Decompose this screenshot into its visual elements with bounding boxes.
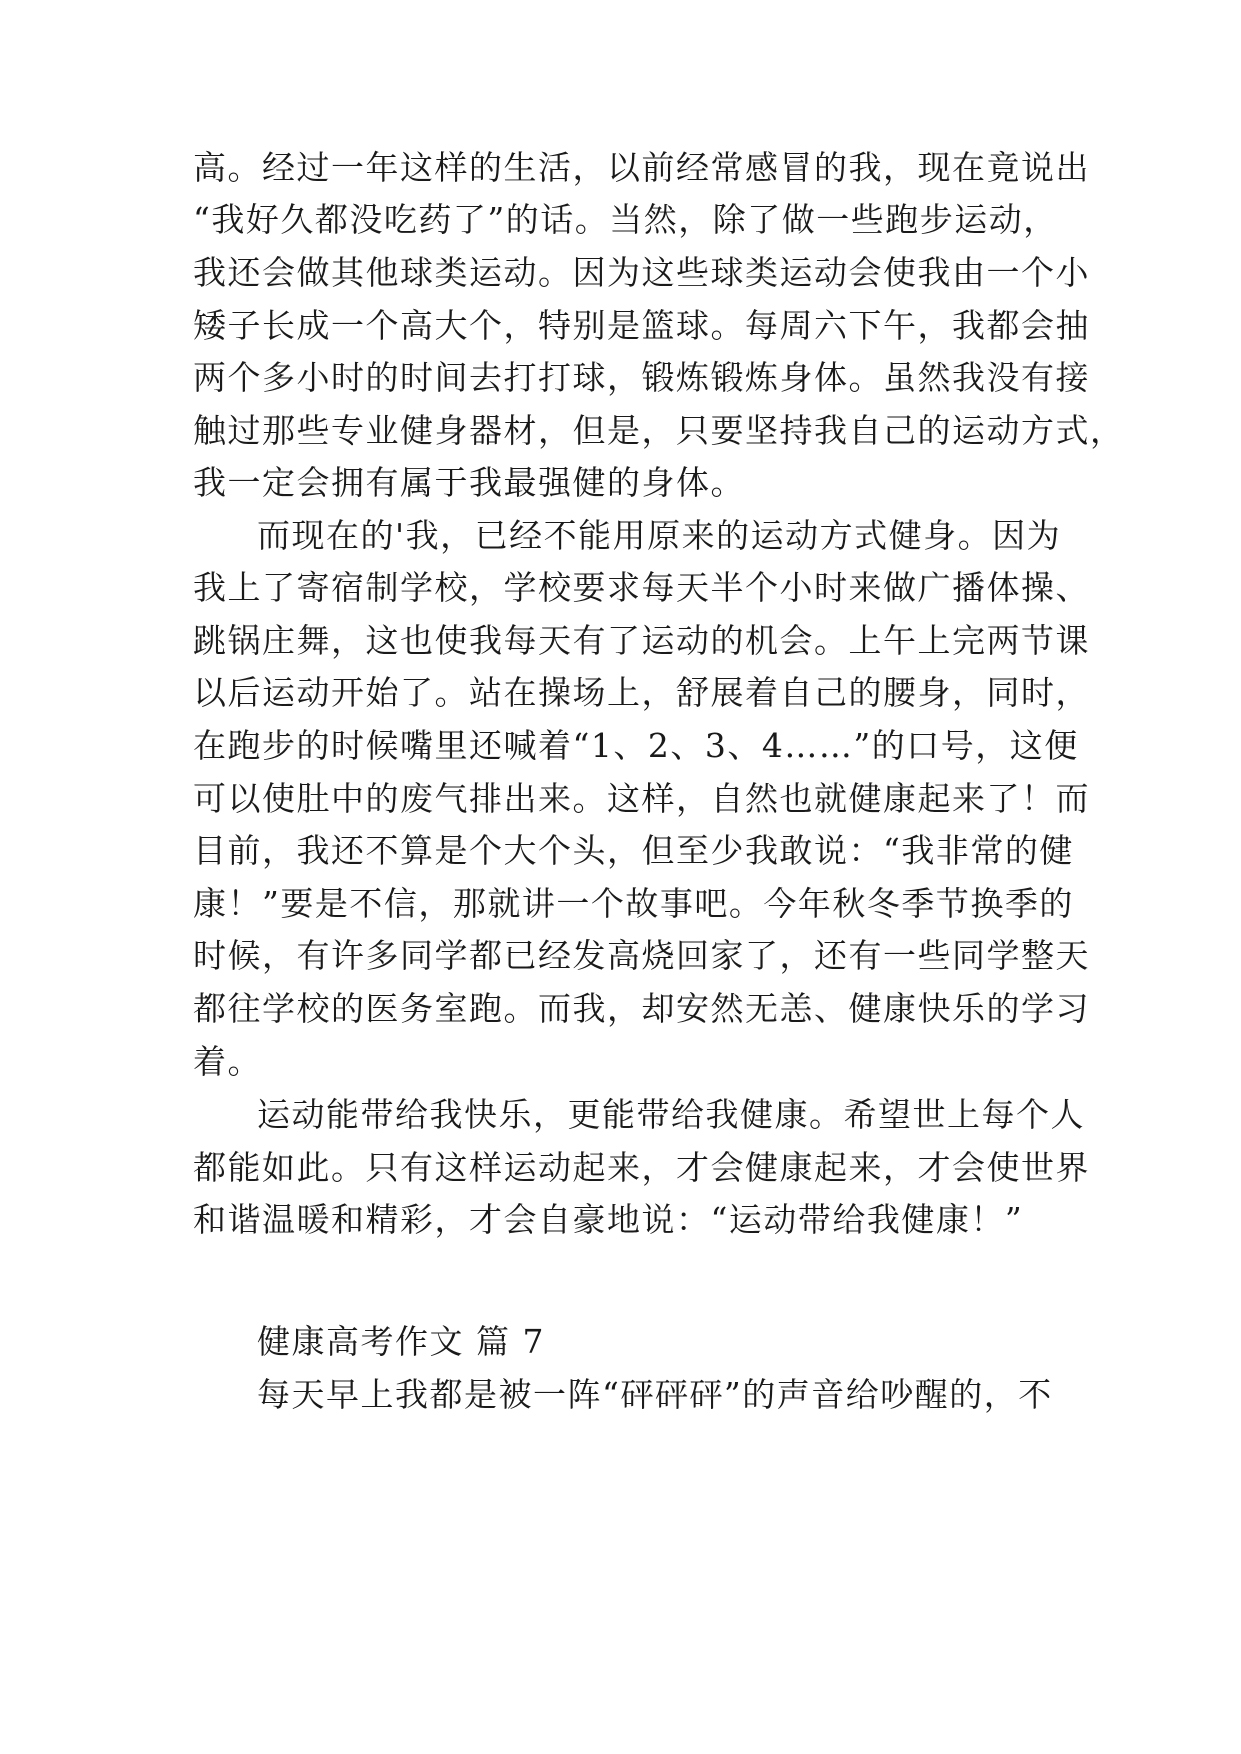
paragraph-line: 可以使肚中的废气排出来。这样，自然也就健康起来了！而 [193, 779, 1090, 818]
paragraph-line: 着。 [193, 1042, 262, 1081]
paragraph-line: 而现在的'我，已经不能用原来的运动方式健身。因为 [257, 516, 1062, 555]
paragraph-line: 我一定会拥有属于我最强健的身体。 [193, 463, 745, 502]
paragraph-line: 都能如此。只有这样运动起来，才会健康起来，才会使世界 [193, 1148, 1090, 1187]
paragraph-line: 我上了寄宿制学校，学校要求每天半个小时来做广播体操、 [193, 568, 1090, 607]
paragraph-line: 矮子长成一个高大个，特别是篮球。每周六下午，我都会抽 [193, 306, 1090, 345]
paragraph-line: 都往学校的医务室跑。而我，却安然无恙、健康快乐的学习 [193, 989, 1090, 1028]
paragraph-line: 运动能带给我快乐，更能带给我健康。希望世上每个人 [257, 1095, 1085, 1134]
paragraph-line: 以后运动开始了。站在操场上，舒展着自己的腰身，同时， [193, 673, 1090, 712]
paragraph-line: 和谐温暖和精彩，才会自豪地说：“运动带给我健康！” [193, 1200, 1024, 1239]
paragraph-line: 每天早上我都是被一阵“砰砰砰”的声音给吵醒的，不 [257, 1375, 1053, 1414]
paragraph-line: 我还会做其他球类运动。因为这些球类运动会使我由一个小 [193, 253, 1090, 292]
paragraph-line: 触过那些专业健身器材，但是，只要坚持我自己的运动方式， [193, 411, 1125, 450]
paragraph-line: 跳锅庄舞，这也使我每天有了运动的机会。上午上完两节课 [193, 621, 1090, 660]
paragraph-line: 在跑步的时候嘴里还喊着“1、2、3、4……”的口号，这便 [193, 726, 1079, 765]
paragraph-line: 高。经过一年这样的生活，以前经常感冒的我，现在竟说出 [193, 148, 1090, 187]
paragraph-line: 时候，有许多同学都已经发高烧回家了，还有一些同学整天 [193, 936, 1090, 975]
paragraph-line: 两个多小时的时间去打打球，锻炼锻炼身体。虽然我没有接 [193, 358, 1090, 397]
paragraph-line: 康！”要是不信，那就讲一个故事吧。今年秋冬季节换季的 [193, 884, 1074, 923]
paragraph-line: 目前，我还不算是个大个头，但至少我敢说：“我非常的健 [193, 831, 1074, 870]
section-heading: 健康高考作文 篇 7 [257, 1322, 545, 1361]
paragraph-line: “我好久都没吃药了”的话。当然，除了做一些跑步运动， [193, 200, 1058, 239]
